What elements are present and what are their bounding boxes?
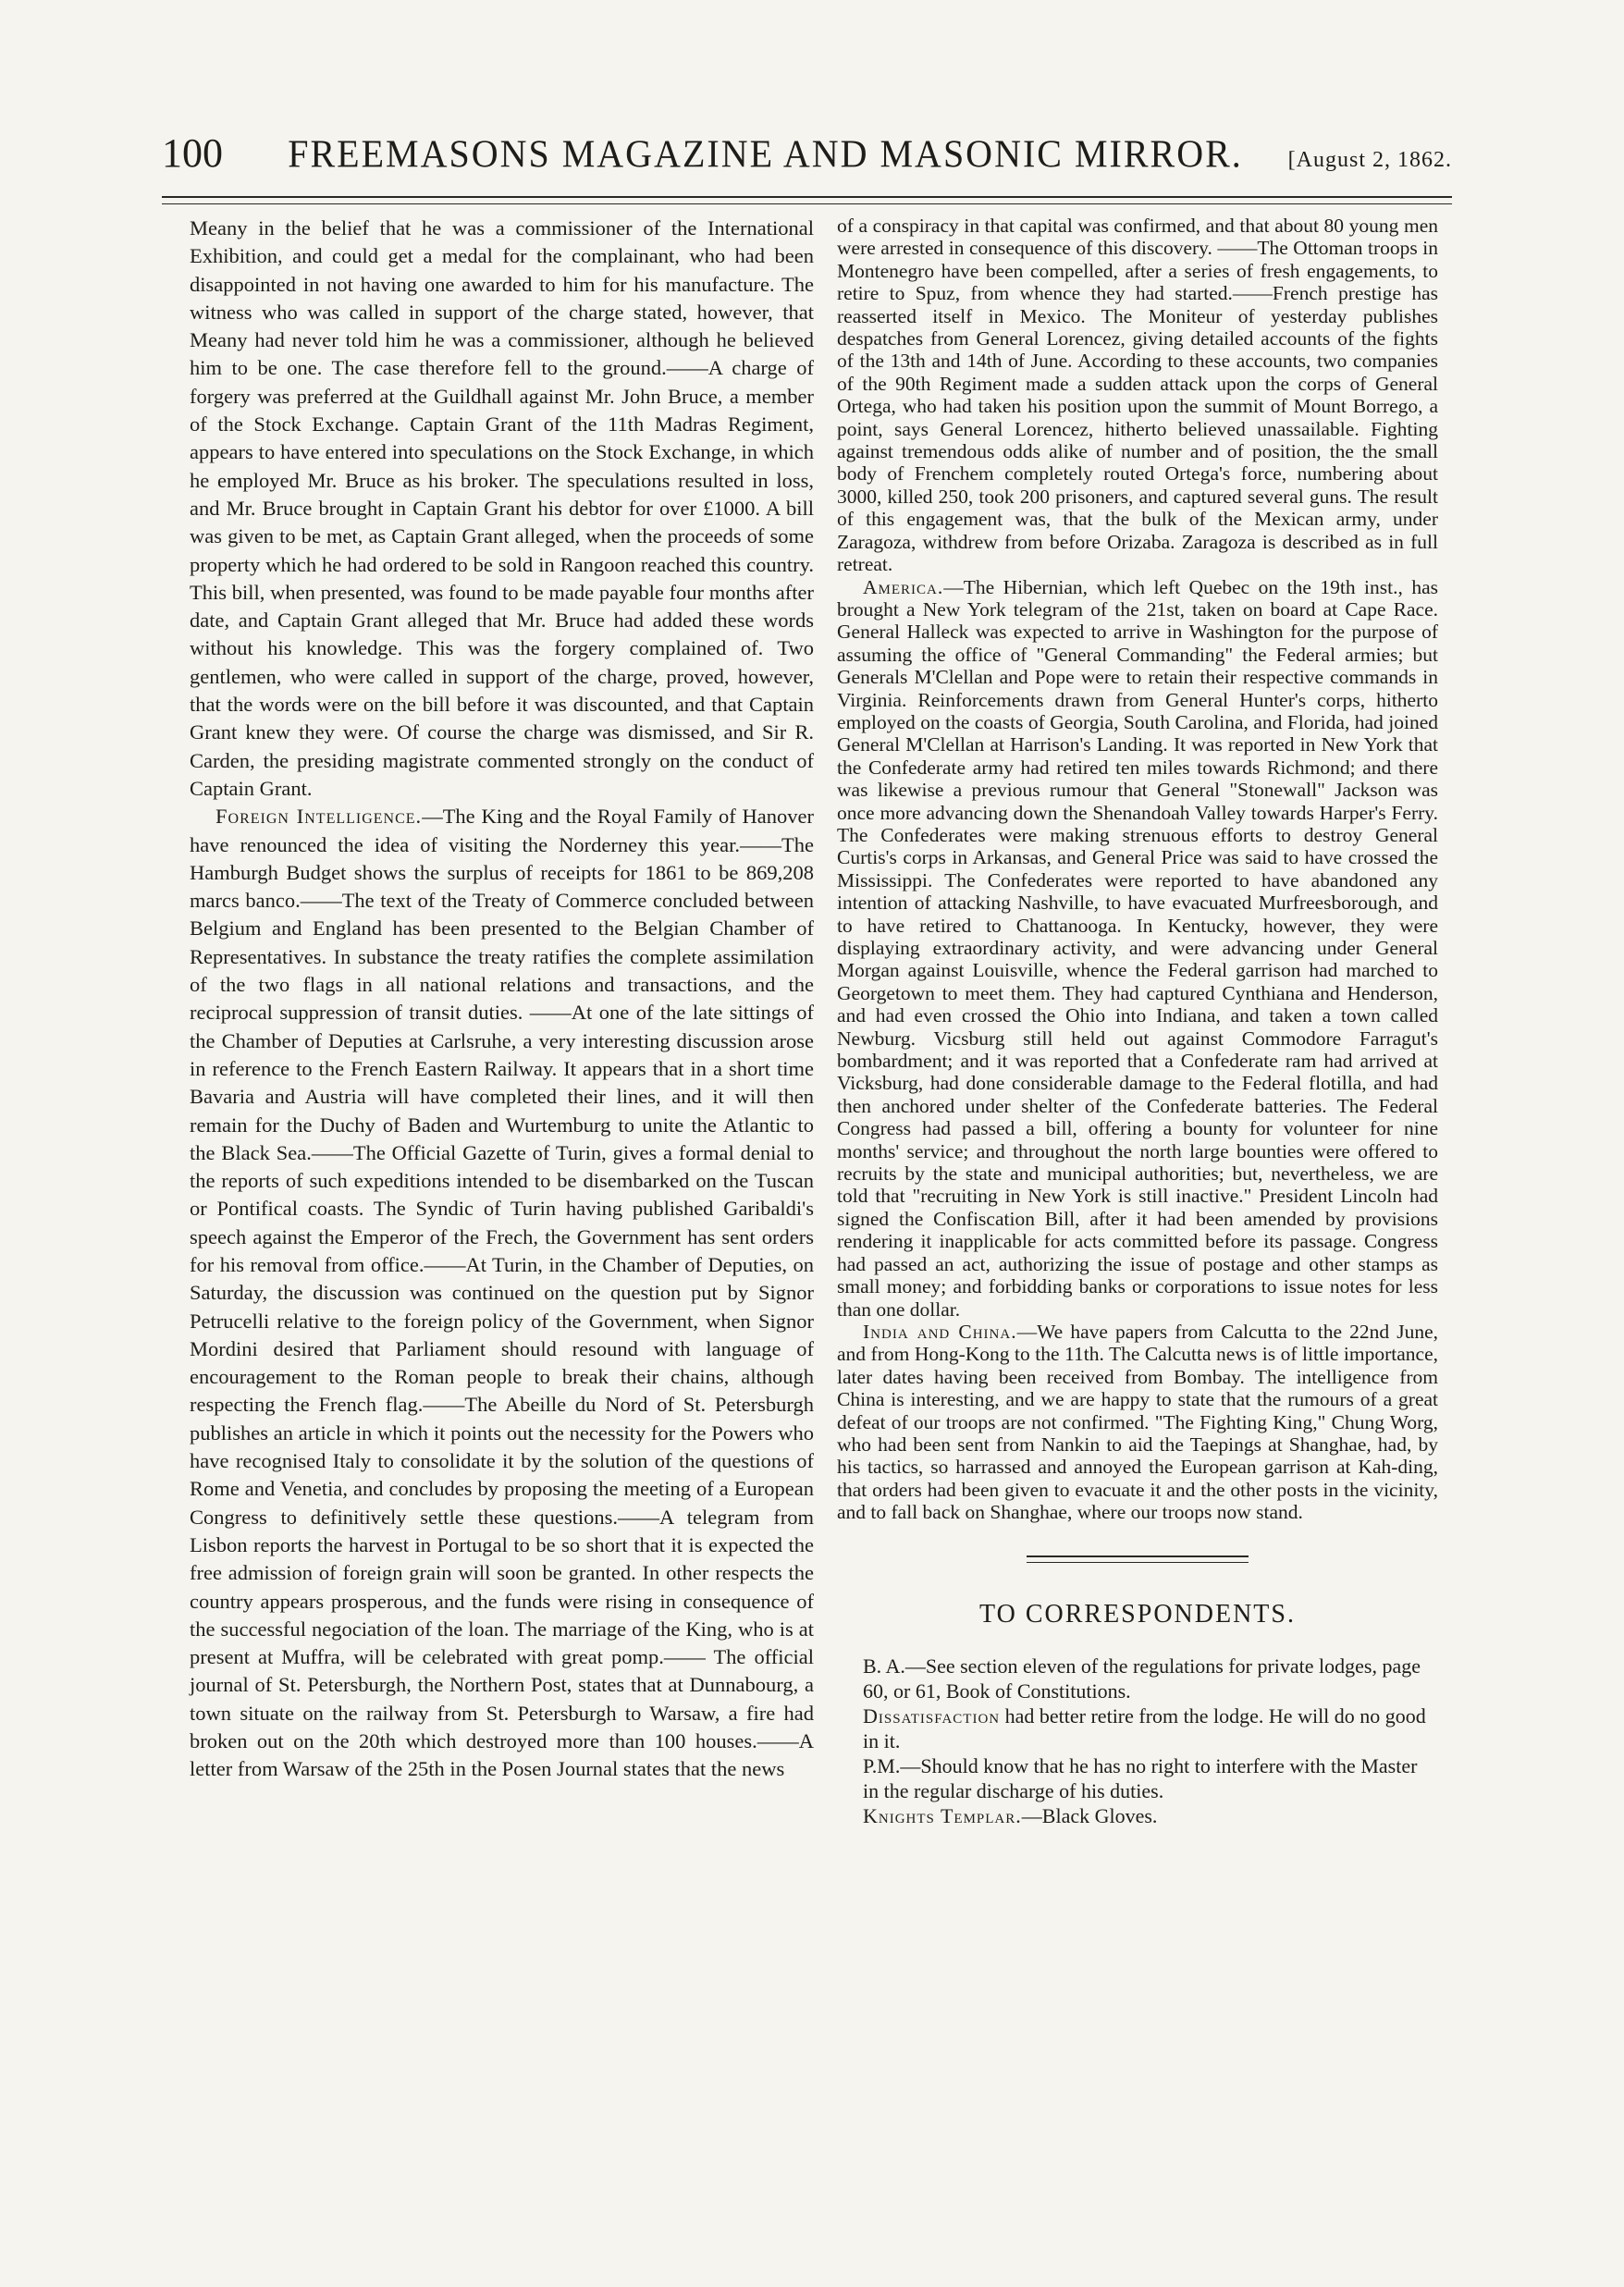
correspondent-entry [837, 1753, 1438, 1803]
correspondent-entry [837, 1803, 1438, 1828]
issue-date: [August 2, 1862. [1287, 148, 1452, 172]
correspondent-text: —Black Gloves. [1021, 1803, 1158, 1827]
section-heading: America. [863, 575, 944, 598]
correspondent-text: —Should know that he has no right to interfere with the Master in the regular discharge of his duties. [863, 1753, 1418, 1802]
correspondent-label: B. A. [863, 1654, 905, 1678]
section-text: —The Hibernian, which left Quebec on the 19th inst., has brought a New York telegram of the 21st, taken on board at Cape Race. General Halleck was expected to arrive in Washington for the purpose of assuming the office of "General Commanding" the Federal armies; but Generals M'Clellan and Pope were to retain their respective commands in Virginia. Reinforcements drawn from General Hunter's corps, hitherto employed on the coasts of Georgia, South Carolina, and Florida, had joined General M'Clellan at Harrison's Landing. It was reported in New York that the Confederate army had retired ten miles towards Richmond; and there was likewise a previous rumour that General "Stonewall" Jackson was once more advancing down the Shenandoah Valley towards Harper's Ferry. The Confederates were making strenuous efforts to destroy General Curtis's corps in Arkansas, and General Price was said to have crossed the Mississippi. The Confederates were reported to have abandoned any intention of attacking Nashville, to have evacuated Murfreesborough, and to have retired to Chattanooga. In Kentucky, however, they were displaying extraordinary activity, and were advancing under General Morgan against Louisville, whence the Federal garrison had marched to Georgetown to meet them. They had captured Cynthiana and Henderson, and had even crossed the Ohio into Indiana, and taken a town called Newburg. Vicsburg still held out against Commodore Farragut's bombardment; and it was reported that a Confederate ram had arrived at Vicksburg, had done considerable damage to the Federal flotilla, and had then anchored under shelter of the Confederate batteries. The Federal Congress had passed a bill, offering a bounty for volunteer for nine months' service; and throughout the north large bounties were offered to recruits by the state and municipal authorities; but, nevertheless, we are told that "recruiting in New York is still inactive." President Lincoln had signed the Confiscation Bill, after it had been amended by provisions rendering it inapplicable for acts committed before its passage. Congress had passed an act, authorizing the issue of postage and other stamps as small money; and forbidding banks or corporations to issue notes for less than one dollar. [837, 575, 1438, 1321]
foreign-intelligence-paragraph [190, 803, 814, 1783]
india-china-paragraph [837, 1321, 1438, 1524]
page-header [162, 129, 1452, 185]
section-text: —The King and the Royal Family of Hanover have renounced the idea of visiting the Norderney this year.——The Hamburgh Budget shows the surplus of receipts for 1861 to be 869,208 marcs banco.——The text of the Treaty of Commerce concluded between Belgium and England has been presented to the Belgian Chamber of Representatives. In substance the treaty ratifies the complete assimilation of the two flags in all national relations and transactions, and the reciprocal suppression of transit duties. ——At one of the late sittings of the Chamber of Deputies at Carlsruhe, a very interesting discussion arose in reference to the French Eastern Railway. It appears that in a short time Bavaria and Austria will have completed their lines, and it will then remain for the Duchy of Baden and Wurtemburg to unite the Atlantic to the Black Sea.——The Official Gazette of Turin, gives a formal denial to the reports of such expeditions intended to be disembarked on the Tuscan or Pontifical coasts. The Syndic of Turin having published Garibaldi's speech against the Emperor of the Frech, the Government has sent orders for his removal from office.——At Turin, in the Chamber of Deputies, on Saturday, the discussion was continued on the question put by Signor Petrucelli relative to the foreign policy of the Government, when Signor Mordini desired that Parliament should resound with language of encouragement to the Roman people to break their chains, although respecting the French flag.——The Abeille du Nord of St. Petersburgh publishes an article in which it points out the necessity for the Powers who have recognised Italy to consolidate it by the solution of the questions of Rome and Venetia, and concludes by proposing the meeting of a European Congress to definitively settle these questions.——A telegram from Lisbon reports the harvest in Portugal to be so short that it is expected the free admission of foreign grain will soon be granted. In other respects the country appears prosperous, and the funds were rising in consequence of the successful negociation of the loan. The marriage of the King, who is at present at Muffra, will be celebrated with great pomp.—— The official journal of St. Petersburgh, the Northern Post, states that at Dunnabourg, a town situate on the railway from St. Petersburgh to Warsaw, a fire had broken out on the 20th which destroyed more than 100 houses.——A letter from Warsaw of the 25th in the Posen Journal states that the news [190, 805, 814, 1781]
correspondent-label: P.M. [863, 1753, 901, 1777]
correspondent-text: —See section eleven of the regulations for private lodges, page 60, or 61, Book of Constitutions. [863, 1654, 1421, 1703]
section-divider [1027, 1555, 1249, 1563]
correspondent-text: had better retire from the lodge. He will do no good in it. [863, 1703, 1426, 1752]
left-column [190, 215, 814, 1784]
correspondent-entry [837, 1703, 1438, 1753]
america-paragraph [837, 576, 1438, 1321]
right-column [837, 215, 1438, 1828]
header-rule [162, 196, 1452, 204]
correspondent-label: Dissatisfaction [863, 1703, 1001, 1728]
correspondent-entry [837, 1654, 1438, 1703]
article-paragraph: Meany in the belief that he was a commissioner of the International Exhibition, and could get a medal for the complainant, who had been disappointed in not having one awarded to him for his manufacture. The witness who was called in support of the charge stated, however, that Meany had never told him he was a commissioner, although he believed him to be one. The case therefore fell to the ground.——A charge of forgery was preferred at the Guildhall against Mr. John Bruce, a member of the Stock Exchange. Captain Grant of the 11th Madras Regiment, appears to have entered into speculations on the Stock Exchange, in which he employed Mr. Bruce as his broker. The speculations resulted in loss, and Mr. Bruce brought in Captain Grant his debtor for over £1000. A bill was given to be met, as Captain Grant alleged, when the proceeds of some property which he had ordered to be sold in Rangoon reached this country. This bill, when presented, was found to be made payable four months after date, and Captain Grant alleged that Mr. Bruce had added these words without his knowledge. This was the forgery complained of. Two gentlemen, who were called in support of the charge, proved, however, that the words were on the bill before it was discounted, and that Captain Grant knew they were. Of course the charge was dismissed, and Sir R. Carden, the presiding magistrate commented strongly on the conduct of Captain Grant. [190, 216, 814, 800]
section-heading: India and China. [863, 1320, 1017, 1343]
section-text: —We have papers from Calcutta to the 22nd June, and from Hong-Kong to the 11th. The Calcutta news is of little importance, later dates having been received from Bombay. The intelligence from China is interesting, and we are happy to state that the rumours of a great defeat of our troops are not confirmed. "The Fighting King," Chung Worg, who had been sent from Nankin to aid the Taepings at Shanghae, had, by his tactics, so harrassed and annoyed the European garrison at Kah-ding, that orders had been given to evacuate it and the other posts in the vicinity, and to fall back on Shanghae, where our troops now stand. [837, 1320, 1438, 1524]
page-number: 100 [162, 130, 223, 176]
section-heading: Foreign Intelligence. [215, 805, 423, 829]
correspondents-title: TO CORRESPONDENTS. [979, 1599, 1296, 1629]
masthead-title: FREEMASONS MAGAZINE AND MASONIC MIRROR. [288, 131, 1243, 177]
article-paragraph: of a conspiracy in that capital was confirmed, and that about 80 young men were arrested in consequence of this discovery. ——The Ottoman troops in Montenegro have been compelled, after a series of fresh engagements, to retire to Spuz, from whence they had started.——French prestige has reasserted itself in Mexico. The Moniteur of yesterday publishes despatches from General Lorencez, giving detailed accounts of the fights of the 13th and 14th of June. According to these accounts, two companies of the 90th Regiment made a sudden attack upon the corps of General Ortega, who had taken his position upon the summit of Mount Borrego, a point, says General Lorencez, hitherto believed unassailable. Fighting against tremendous odds alike of number and of position, the the small body of Frenchem completely routed Ortega's force, numbering about 3000, killed 250, took 200 prisoners, and captured several guns. The result of this engagement was, that the bulk of the Mexican army, under Zaragoza, withdrew from before Orizaba. Zaragoza is described as in full retreat. [837, 215, 1438, 576]
correspondent-label: Knights Templar. [863, 1803, 1022, 1827]
